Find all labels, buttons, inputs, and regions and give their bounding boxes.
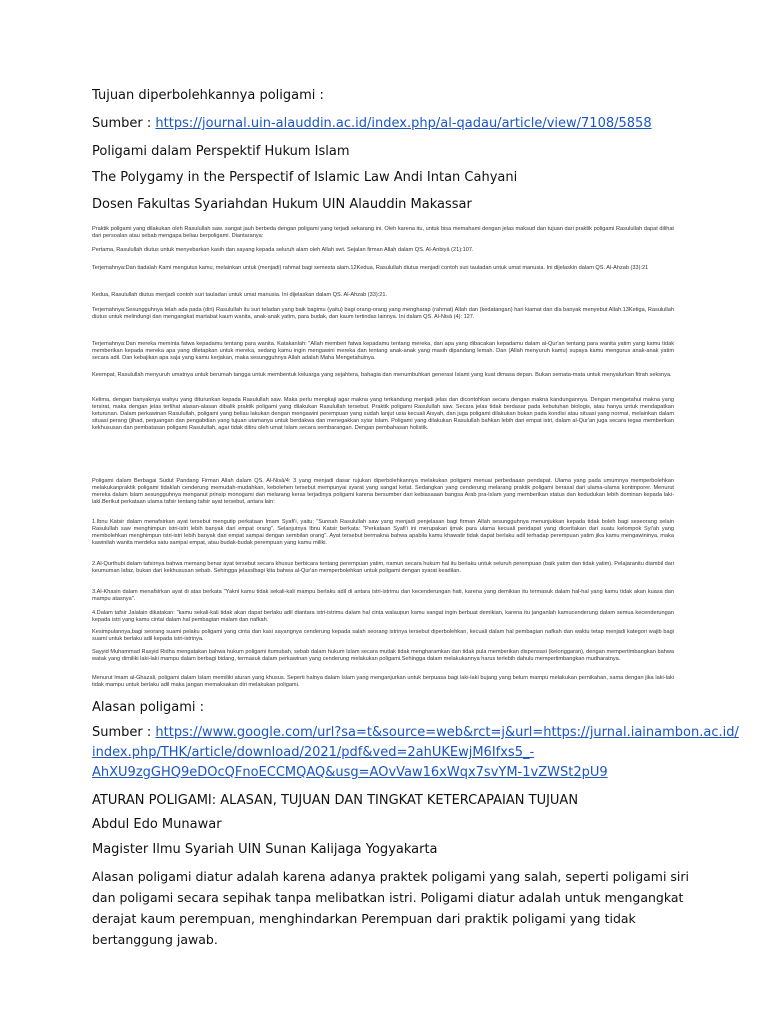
source-link[interactable]: https://journal.uin-alauddin.ac.id/index.php/al-qadau/article/view/7108/5858	[155, 116, 652, 131]
paragraph: 4.Dalam tafsir Jalalain dikatakan: "kamu sekali-kali tidak akan dapat berlaku adil diantara istri-istrimu dalam hal cinta walaupun kamu sangat ingin berbuat demikian, karena itu janganlah kamucenderung dalam semua kecenderungan kepada istri yang kamu cintai dalam hal pembagian malam dan nafkah.	[92, 610, 674, 623]
section1-heading: Tujuan diperbolehkannya poligami :	[92, 88, 324, 103]
author-affiliation: Dosen Fakultas Syariahdan Hukum UIN Alauddin Makassar	[92, 197, 472, 212]
source-label: Sumber :	[92, 725, 156, 740]
section1-source	[92, 116, 652, 131]
article-title-id: Poligami dalam Perspektif Hukum Islam	[92, 144, 350, 159]
paragraph: Menurut Imam al-Ghazali, poligami dalam Islam memiliki aturan yang khusus. Seperti halnya dalam Islam yang menganjurkan untuk berpuasa bagi laki-laki bujang yang belum mampu melakukan pernikahan, sama dengan jika laki-laki tidak mampu untuk berlaku adil maka jangan memaksakan diri melakukan poligami.	[92, 675, 674, 688]
author-affiliation: Magister Ilmu Syariah UIN Sunan Kalijaga Yogyakarta	[92, 842, 438, 857]
source-link-line-3[interactable]: AhXU9zgGHQ9eDOcQFnoECCMQAQ&usg=AOvVaw16xWqx7svYM-1vZWSt2pU9	[92, 765, 608, 780]
section2-heading: Alasan poligami :	[92, 700, 205, 715]
paragraph: Terjemahnya:Sesungguhnya telah ada pada (diri) Rasulullah itu suri teladan yang baik bagimu (yaitu) bagi orang-orang yang mengharap (rahmat) Allah dan (kedatangan) hari kiamat dan dia banyak menyebut Allah.13Ketiga, Rasulullah diutus untuk melindungi dan mengangkat martabat kaum wanita, anak-anak yatim, para budak, dan kaum tertindas lainnya. Ini dalam QS. Al-Nisā (4): 127.	[92, 307, 674, 320]
paragraph: Sayyid Muhammad Rasyid Ridha mengatakan bahwa hukum poligami itumubah, sebab dalam hukum Islam secara mutlak tidak mengharamkan dan tidak pula memberikan dispensasi (kelonggaran), dengan mempertimbangkan bahwa watak yang dimiliki laki-laki mampu dalam berbagi bidang, termasuk dalam perkawinan yang cenderung melakukan poligami.Sehingga dalam melakukannya harus terlebih dahulu mempertimbangkan mudharatnya.	[92, 649, 674, 662]
source-link-line-2[interactable]: index.php/THK/article/download/2021/pdf&ved=2ahUKEwjM6Ifxs5_-	[92, 745, 535, 760]
article-title: ATURAN POLIGAMI: ALASAN, TUJUAN DAN TINGKAT KETERCAPAIAN TUJUAN	[92, 793, 579, 808]
paragraph: Pertama, Rasulullah diutus untuk menyebarkan kasih dan sayang kepada seluruh alam oleh Allah swt. Sejalan firman Allah dalam QS. Al-Anbiyā (21):107.	[92, 247, 474, 253]
section2-source	[92, 723, 739, 783]
body-paragraph: Alasan poligami diatur adalah karena adanya praktek poligami yang salah, seperti poligami siri dan poligami secara sepihak tanpa melibatkan istri. Poligami diatur adalah untuk mengangkat derajat kaum perempuan, menghindarkan Perempuan dari praktik poligami yang tidak bertanggung jawab.	[92, 869, 690, 947]
paragraph: 2.Al-Qurthubi dalam tafsirnya bahwa memang benar ayat tersebut secara khusus berbicara tentang perempuan yatim, namun secara hukum hal itu berlaku untuk seluruh perempuan (baik yatim dan tidak yatim). Pelajaranitu diambil dari keumuman lafaz, bukan dari kekhususan sebab. Sehingga jelasslbagi kita bahwa al-Qur'an memperbolehkan untuk poligami dengan syarat keadilan.	[92, 561, 674, 574]
source-link-line-1[interactable]: https://www.google.com/url?sa=t&source=web&rct=j&url=https://jurnal.iainambon.ac.id/	[155, 725, 739, 740]
paragraph: Keempat, Rasulullah menyuruh umatnya untuk berumah tangga untuk membentuk keluarga yang sejahtera, bahagia dan menumbuhkan generasi Islami yang kuat dimasa depan. Bukan semata-mata untuk menyalurkan fitrah seksnya.	[92, 372, 672, 378]
article-title-en: The Polygamy in the Perspectif of Islamic Law Andi Intan Cahyani	[92, 170, 518, 185]
paragraph: Terjemahnya:Dan mereka meminta fatwa kepadamu tentang para wanita. Katakanlah: "Allah memberi fatwa kepadamu tentang mereka, dan apa yang dibacakan kepadamu dalam al-Qur'an tentang para wanita yatim yang kamu tidak memberikan kepada mereka apa yang ditetapkan untuk mereka, sedang kamu ingin mengawini mereka dan tentang anak-anak yang masih dipandang lemah. Dan (Allah menyuruh kamu) supaya kamu mengurus anak-anak yatim secara adil. Dan kebajikan apa saja yang kamu kerjakan, maka sesungguhnya Allah adalah Maha Mengetahuinya.	[92, 341, 674, 361]
source-label: Sumber :	[92, 116, 156, 131]
paragraph: Kelima, dengan banyaknya wahyu yang diturunkan kepada Rasulullah saw. Maka perlu mengkaji agar makna yang terkandung menjadi jelas dan dicontohkan secara dengan makna kandungannya. Dengan mengetahui makna yang tersirat, maka dengan jelas terlihat alasan-alasan dibalik praktik poligami yang dilakukan Rasulullah tersebut. Praktik poligami Rasulullah saw. Secara jelas tidak berdasar pada kebutuhan biologis, atau hanya untuk mendapatkan keturunan. Dalam perkawinan Rasulullah, poligami yang beliau lakukan dengan mengawini perempuan yang sudah lanjut usia kecuali Aisyah, dan juga poligami dilakukan bukan pada kondisi atau situasi yang normal, melainkan dalam situasi perang (jihad, perjuangan dan pengabdian yang tujuan utamanya untuk berdakwa dan menegakkan syiar Islam. Poligami yang dilakukan Rasulullah bahkan lebih dari empat istri, dalam al-Qur'an juga secara tegas memberikan kekhususan dan pembatasan poligami Rasulullah, agar tidak ditiru oleh umat Islam secara sembarangan. Dengan pembahasan holistik.	[92, 397, 674, 431]
paragraph: 1.Ibnu Katsir dalam menafsirkan ayat tersebut mengutip perkataan Imam Syafi'i, yaitu; "Sunnah Rasulullah saw yang menjadi penjelasan bagi firman Allah sesungguhnya menunjukkan kepada tidak boleh bagi seseorang selain Rasulullah saw menghimpun istri-istri lebih banyak dari empat orang". Selanjutnya Ibnu Katsir berkata: "Perkataan Syafi'i ini merupakan ijmak para ulama kecuali pendapat yang diceritakan dari suatu kelompok Syi'ah yang membolehkan menghimpun istri-istri lebih banyak dari empat sampai dengan sembilan orang". Ayat tersebut bermakna bahwa apabila kamu khawatir tidak dapat berlaku adil terhadap perempuan yatim jika kamu mengawininya, maka kawinilah wanita merdeka satu sampai empat, atau budak-budak perempuan yang kamu miliki.	[92, 519, 674, 546]
paragraph: Kedua, Rasulullah diutus menjadi contoh suri tauladan untuk umat manusia. Ini dijelaskan dalam QS. Al-Ahzab (33):21.	[92, 292, 388, 298]
paragraph: Kesimpulannya,bagi seorang suami pelaku poligami yang cinta dan kasi sayangnya cenderung kepada salah seorang istrinya tersebut diperbolehkan, kecuali dalam hal pembagian nafkah dan waktu tetap menjadi kategori wajib bagi suami untuk berlaku adil kepada istri-istrinya.	[92, 629, 674, 642]
paragraph: Terjemahnya:Dan tiadalah Kami mengutus kamu, melainkan untuk (menjadi) rahmat bagi semesta alam.12Kedua, Rasulullah diutus menjadi contoh suri tauladan untuk umat manusia. Ini dijelaskin dalam QS. Al-Ahzab (33):21	[92, 265, 649, 271]
author-name: Abdul Edo Munawar	[92, 817, 222, 832]
paragraph: Poligami dalam Berbagai Sudut Pandang Firman Allah dalam QS. Al-Nisā/4: 3 yang menjadi dasar rujukan diperbolehkannya melakukan poligami menuai perbedaaan pendapat. Ulama yang pada umumnya memperbolehkan melakukanpraktik poligami tidaklah cenderung memudah-mudahkan, kebolehen tersebut mempunyai syarat yang sangat ketat. Sedangkan yang cenderung melarang praktik poligami berasal dari ulama-ulama kontmporer. Menurut mereka dalam Islam sesungguhnya menganut prinsip monogami dan melarang keras terjadinya poligami karena bersumber dari kebiasaaan bangsa Arab pra-Islam yang memberikan status dan kedudukan lebih dominan kepada laki-laki.Berikut perkataan ulama tafsir tentang tafsir ayat tersebut, antara lain:	[92, 478, 674, 505]
paragraph: 3.Al-Khasin dalam menafsirkan ayat di atas berkata "Yakni kamu tidak sekali-kali mampu berlaku adil di antara istri-istrimu dan kecenderungan hati, karena yang demikian itu termasuk dalam hal-hal yang kamu tidak akan kuasa dan mampu atasnya".	[92, 589, 674, 602]
paragraph: Praktik poligami yang dilakukan oleh Rasulullah saw. sangat jauh berbeda dengan poligami yang terjadi sekarang ini. Oleh karena itu, untuk bisa memahami dengan jelas maksud dan tujuan dari praktik poligami Rasulullah dapat dilihat dari persoalan atau sebab mengapa beliau berpoligami. Diantaranya:	[92, 226, 674, 239]
